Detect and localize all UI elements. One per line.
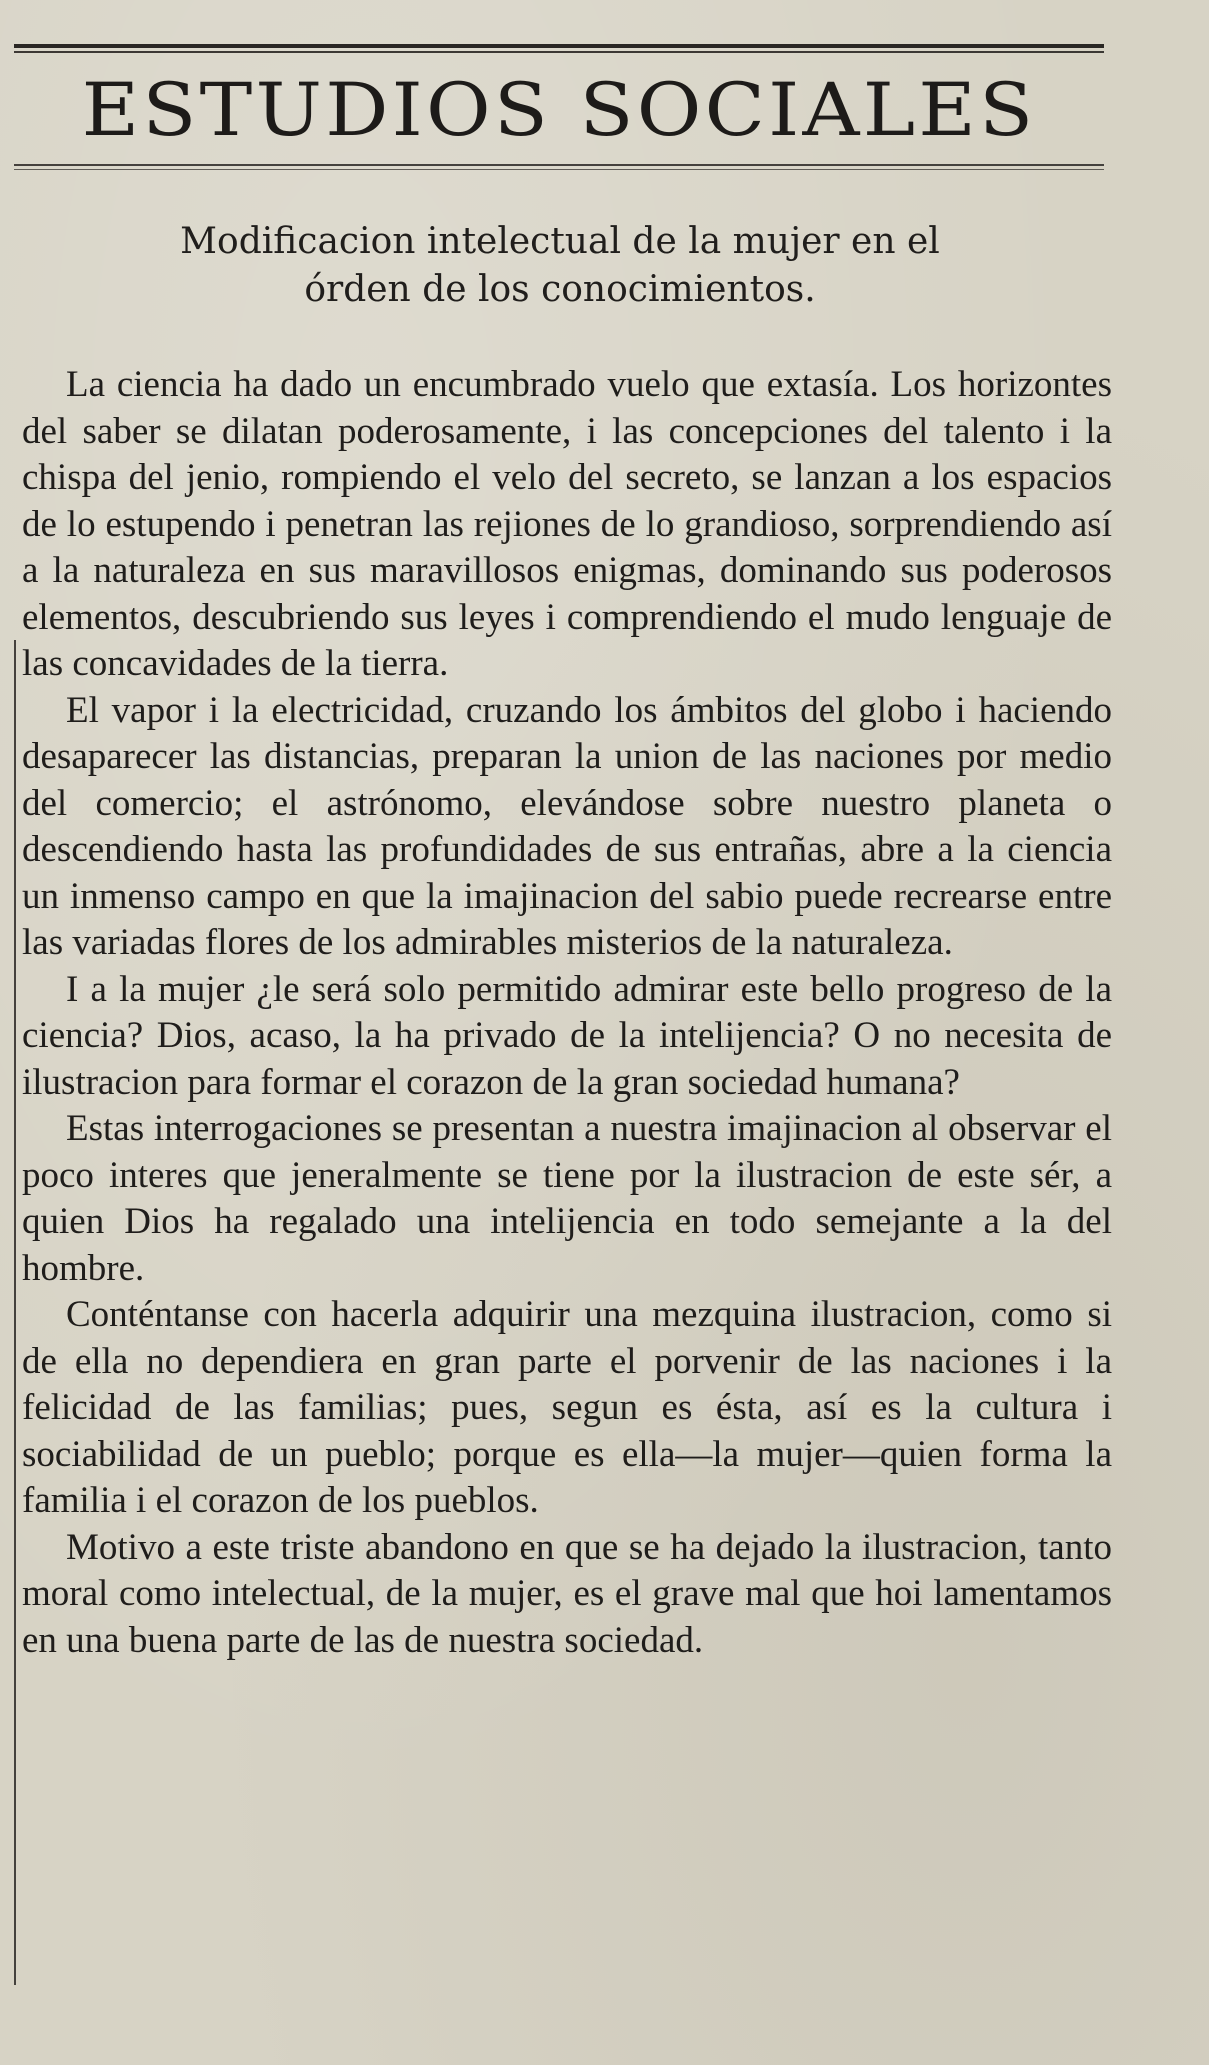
paragraph: La ciencia ha dado un encumbrado vuelo que extasía. Los horizontes del saber se dilatan poderosamente, i las concepciones del talento i la chispa del jenio, rompiendo el velo del secreto, se lanzan a los espacios de lo estupendo i penetran las rejiones de lo grandioso, sorprendiendo así a la naturaleza en sus maravillosos enigmas, dominando sus poderosos elementos, descubriendo sus leyes i comprendiendo el mudo lenguaje de las concavidades de la tierra. <box>22 364 1112 684</box>
paragraph: El vapor i la electricidad, cruzando los ámbitos del globo i haciendo desaparecer las distancias, preparan la union de las naciones por medio del comercio; el astrónomo, elevándose sobre nuestro planeta o descendiendo hasta las profundidades de sus entrañas, abre a la ciencia un inmenso campo en que la imajinacion del sabio puede recrearse entre las variadas flores de los admirables misterios de la naturaleza. <box>22 689 1112 963</box>
paragraph: Motivo a este triste abandono en que se ha dejado la ilustracion, tanto moral como intelectual, de la mujer, es el grave mal que hoi lamentamos en una buena parte de las de nuestra sociedad. <box>22 1526 1112 1661</box>
article-body <box>22 362 1112 1664</box>
header-rule-bottom <box>14 164 1104 166</box>
header-rule-top <box>14 44 1104 48</box>
article-title-line-1: Modificacion intelectual de la mujer en el <box>180 221 940 262</box>
article-title-line-2: órden de los conocimientos. <box>304 269 816 310</box>
paragraph: Estas interrogaciones se presentan a nuestra imajinacion al observar el poco interes que jeneralmente se tiene por la ilustracion de este sér, a quien Dios ha regalado una intelijencia en todo semejante a la del hombre. <box>22 1108 1112 1289</box>
header-rule-top-thin <box>14 51 1104 53</box>
paragraph: I a la mujer ¿le será solo permitido admirar este bello progreso de la ciencia? Dios, acaso, la ha privado de la intelijencia? O no necesita de ilustracion para formar el corazon de la gran sociedad humana? <box>22 968 1112 1103</box>
paragraph: Conténtanse con hacerla adquirir una mezquina ilustracion, como si de ella no dependiera en gran parte el porvenir de las naciones i la felicidad de las familias; pues, segun es ésta, así es la cultura i sociabilidad de un pueblo; porque es ella—la mujer—quien forma la familia i el corazon de los pueblos. <box>22 1294 1112 1521</box>
article-title <box>60 218 1060 314</box>
column-rule <box>14 640 16 1985</box>
header-rule-bottom-thin <box>14 169 1104 170</box>
section-title: ESTUDIOS SOCIALES <box>81 68 1037 153</box>
